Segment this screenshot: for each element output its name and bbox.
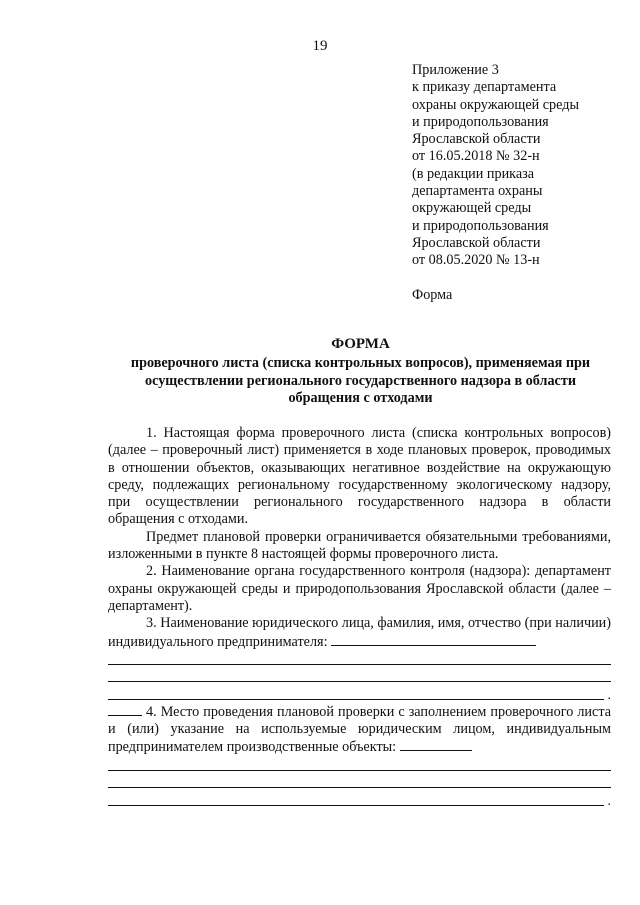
page-number: 19 — [312, 38, 328, 54]
appendix-line: окружающей среды — [412, 200, 532, 217]
indent-line — [108, 703, 142, 716]
document-title — [108, 336, 613, 407]
paragraph-1b: Предмет плановой проверки ограничивается обязательными требованиями, изложенными в пункте 8 настоящей формы проверочного листа. — [108, 528, 611, 563]
paragraph-4-text: 4. Место проведения плановой проверки с заполнением проверочного листа и (или) указание на используемые юридическим лицом, индивидуальным предпринимателем производственные объекты: — [108, 703, 611, 756]
title-heading: ФОРМА — [331, 336, 390, 352]
entity-name-line[interactable] — [108, 651, 611, 668]
facility-line-last[interactable] — [108, 791, 611, 808]
paragraph-3-text: 3. Наименование юридического лица, фамилия, имя, отчество (при наличии) индивидуального предпринимателя: — [108, 615, 611, 650]
appendix-line: к приказу департамента — [412, 79, 557, 96]
appendix-line: Приложение 3 — [412, 62, 499, 78]
appendix-line: департамента охраны — [412, 183, 543, 200]
form-label: Форма — [412, 287, 453, 303]
entity-name-field[interactable] — [331, 633, 536, 646]
title-subtitle: проверочного листа (списка контрольных вопросов), применяемая при осуществлении регионального государственного надзора в области обращения с отходами — [130, 355, 591, 406]
appendix-line: Ярославской области — [412, 131, 541, 148]
line-end-mark: . — [607, 793, 611, 809]
appendix-line: и природопользования — [412, 113, 549, 130]
appendix-block — [412, 62, 627, 270]
appendix-line: от 16.05.2018 № 32-н — [412, 148, 540, 165]
entity-name-line[interactable] — [108, 668, 611, 685]
paragraph-2: 2. Наименование органа государственного контроля (надзора): департамент охраны окружающей среды и природопользования Ярославской области (далее – департамент). — [108, 563, 611, 614]
appendix-line: и природопользования — [412, 217, 549, 234]
paragraph-1: 1. Настоящая форма проверочного листа (списка контрольных вопросов) (далее – проверочный лист) применяется в ходе плановых проверок, проводимых в отношении объектов, оказывающих негативное воздействие на окружающую среду, подлежащих региональному государственному экологическому надзору, при осуществлении регионального государственного надзора в области обращения с отходами. — [108, 425, 611, 528]
paragraph-3 — [108, 615, 611, 651]
facility-line[interactable] — [108, 757, 611, 774]
line-end-mark: . — [607, 687, 611, 703]
entity-name-line-last[interactable] — [108, 685, 611, 702]
facility-field[interactable] — [400, 738, 472, 751]
paragraph-4 — [108, 703, 611, 757]
appendix-line: охраны окружающей среды — [412, 96, 580, 113]
appendix-line: (в редакции приказа — [412, 165, 535, 182]
appendix-line: Ярославской области — [412, 234, 541, 251]
facility-line[interactable] — [108, 774, 611, 791]
appendix-line: от 08.05.2020 № 13-н — [412, 252, 540, 269]
document-body — [108, 425, 611, 809]
